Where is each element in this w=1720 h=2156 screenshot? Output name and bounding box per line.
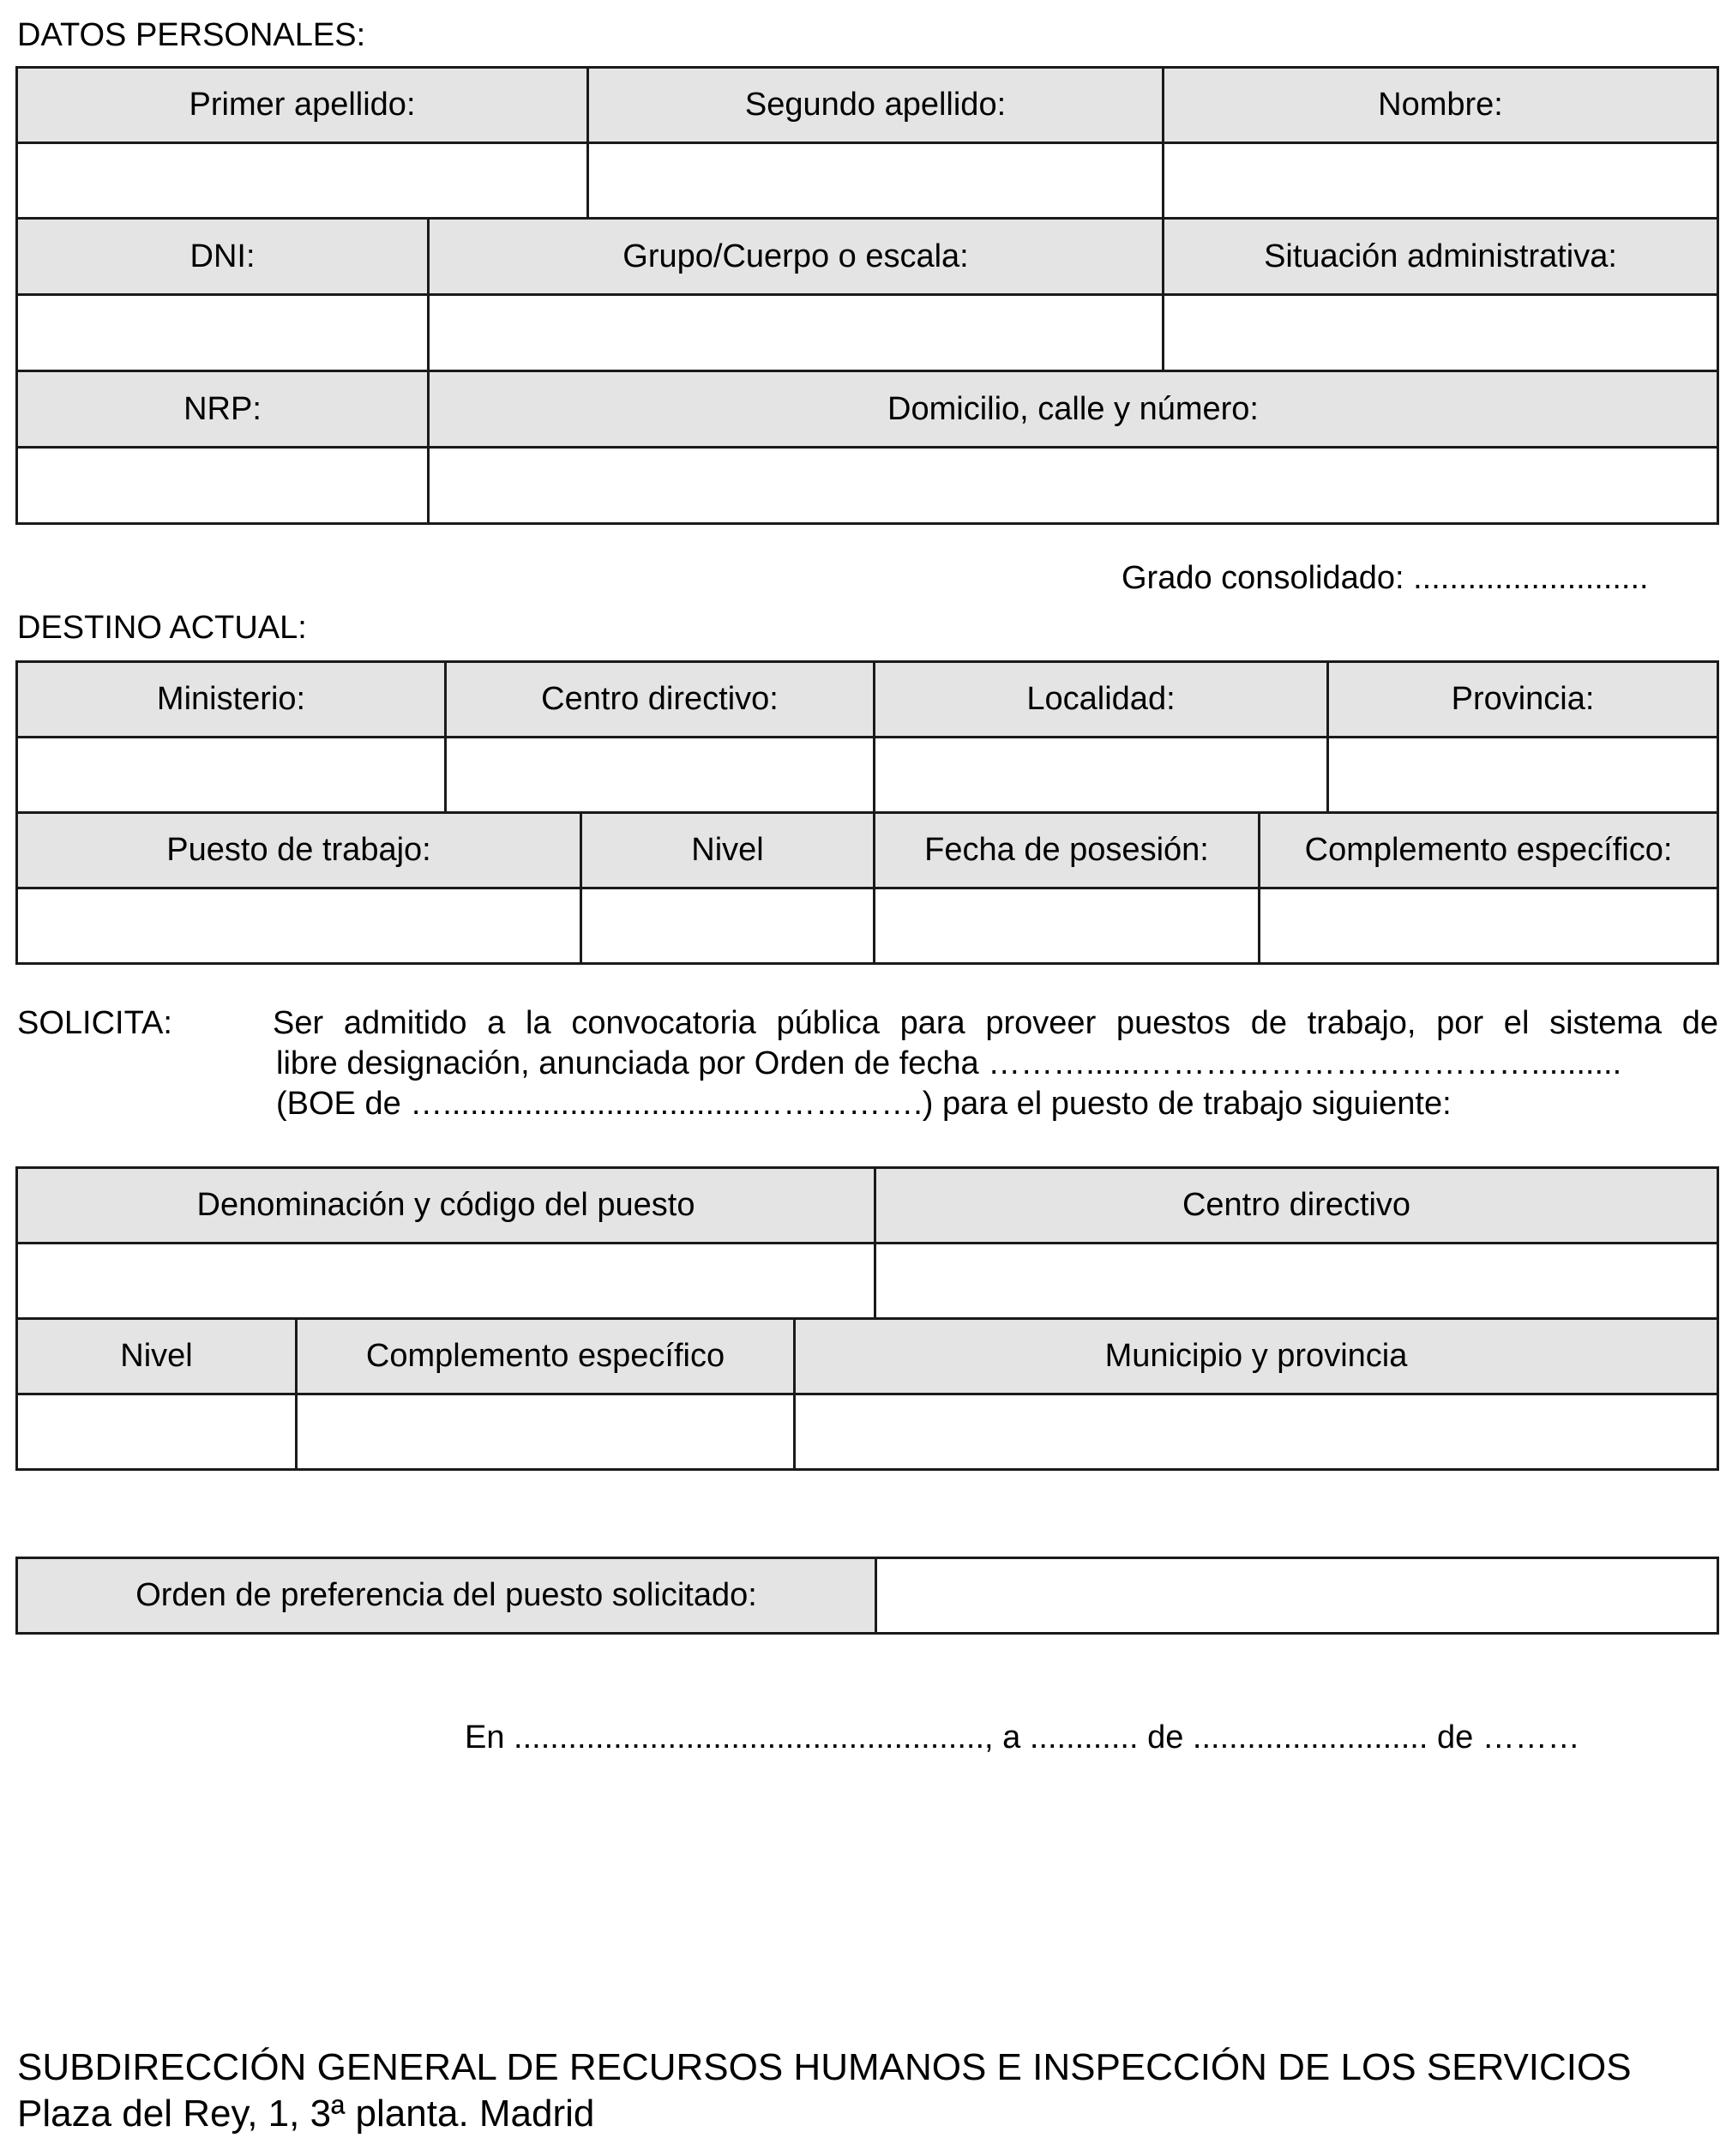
label-denominacion-codigo: Denominación y código del puesto <box>17 1168 875 1244</box>
field-nivel-puesto[interactable] <box>17 1394 297 1470</box>
label-segundo-apellido: Segundo apellido: <box>588 68 1164 143</box>
label-nivel: Nivel <box>581 813 875 888</box>
field-nombre[interactable] <box>1164 143 1718 219</box>
footer-direccion: Plaza del Rey, 1, 3ª planta. Madrid <box>17 2093 595 2135</box>
field-segundo-apellido[interactable] <box>588 143 1164 219</box>
section-title-destino-actual: DESTINO ACTUAL: <box>17 610 307 646</box>
label-dni: DNI: <box>17 219 429 295</box>
field-provincia[interactable] <box>1328 738 1718 813</box>
field-ministerio[interactable] <box>17 738 446 813</box>
label-orden-preferencia: Orden de preferencia del puesto solicitado: <box>17 1558 876 1634</box>
footer-subdireccion: SUBDIRECCIÓN GENERAL DE RECURSOS HUMANOS E INSPECCIÓN DE LOS SERVICIOS <box>17 2046 1632 2088</box>
label-ministerio: Ministerio: <box>17 662 446 738</box>
field-situacion-administrativa[interactable] <box>1164 295 1718 371</box>
label-complemento-especifico-puesto: Complemento específico <box>297 1319 795 1394</box>
field-grupo-cuerpo[interactable] <box>429 295 1164 371</box>
solicita-line-1: Ser admitido a la convocatoria pública para proveer puestos de trabajo, por el sistema de <box>273 1005 1718 1041</box>
label-provincia: Provincia: <box>1328 662 1718 738</box>
field-nrp[interactable] <box>17 448 429 524</box>
puesto-solicitado-table <box>15 1166 1719 1471</box>
lugar-fecha-line: En ...................................................., a ............ de .......................... de ……… <box>465 1719 1580 1756</box>
field-centro-directivo-puesto[interactable] <box>875 1244 1718 1319</box>
field-complemento-especifico-puesto[interactable] <box>297 1394 795 1470</box>
preferencia-table <box>15 1557 1719 1635</box>
label-puesto-de-trabajo: Puesto de trabajo: <box>17 813 581 888</box>
label-nombre: Nombre: <box>1164 68 1718 143</box>
solicita-label: SOLICITA: <box>17 1005 172 1041</box>
label-complemento-especifico: Complemento específico: <box>1260 813 1718 888</box>
field-centro-directivo[interactable] <box>446 738 875 813</box>
grado-consolidado: Grado consolidado: .......................... <box>1122 560 1649 596</box>
solicita-line-2: libre designación, anunciada por Orden de fecha ………......……………………………….......... <box>276 1045 1622 1081</box>
label-centro-directivo-puesto: Centro directivo <box>875 1168 1718 1244</box>
section-title-datos-personales: DATOS PERSONALES: <box>17 17 366 53</box>
label-localidad: Localidad: <box>875 662 1328 738</box>
field-localidad[interactable] <box>875 738 1328 813</box>
label-municipio-provincia: Municipio y provincia <box>795 1319 1718 1394</box>
field-dni[interactable] <box>17 295 429 371</box>
label-nivel-puesto: Nivel <box>17 1319 297 1394</box>
field-denominacion-codigo[interactable] <box>17 1244 875 1319</box>
field-municipio-provincia[interactable] <box>795 1394 1718 1470</box>
label-primer-apellido: Primer apellido: <box>17 68 588 143</box>
field-primer-apellido[interactable] <box>17 143 588 219</box>
label-fecha-de-posesion: Fecha de posesión: <box>875 813 1260 888</box>
field-fecha-de-posesion[interactable] <box>875 888 1260 964</box>
field-orden-preferencia[interactable] <box>876 1558 1718 1634</box>
label-domicilio: Domicilio, calle y número: <box>429 371 1718 448</box>
label-grupo-cuerpo: Grupo/Cuerpo o escala: <box>429 219 1164 295</box>
field-complemento-especifico[interactable] <box>1260 888 1718 964</box>
solicita-line-3: (BOE de …..................................…………….) para el puesto de trabajo siguiente: <box>276 1086 1452 1122</box>
label-centro-directivo: Centro directivo: <box>446 662 875 738</box>
field-domicilio[interactable] <box>429 448 1718 524</box>
destino-actual-table <box>15 660 1719 965</box>
field-nivel[interactable] <box>581 888 875 964</box>
label-situacion-administrativa: Situación administrativa: <box>1164 219 1718 295</box>
datos-personales-table <box>15 66 1719 525</box>
field-puesto-de-trabajo[interactable] <box>17 888 581 964</box>
label-nrp: NRP: <box>17 371 429 448</box>
